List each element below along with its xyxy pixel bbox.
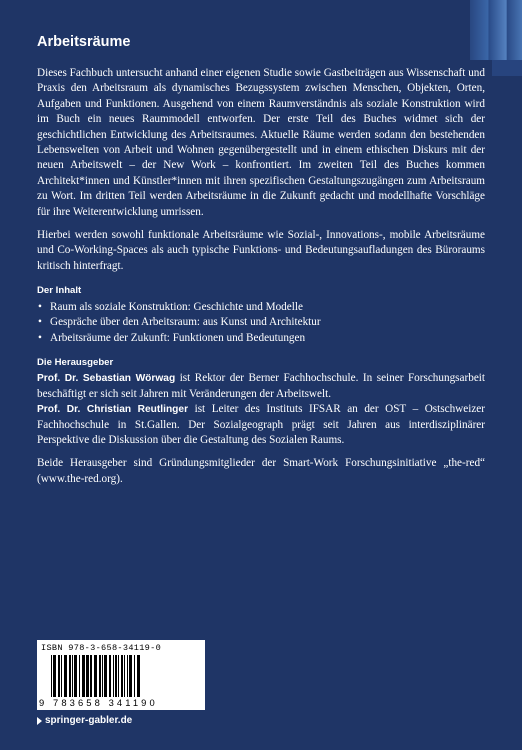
contents-heading: Der Inhalt xyxy=(37,285,82,297)
editors-closing: Beide Herausgeber sind Gründungsmitglieder der Smart-Work Forschungsinitiative „the-red“ (www.the-red.org). xyxy=(37,457,485,485)
isbn-text: ISBN 978-3-658-34119-0 xyxy=(41,643,162,653)
second-paragraph: Hierbei werden sowohl funktionale Arbeitsräume wie Sozial-, Innovations-, mobile Arbeitsräume und Co-Working-Spaces als auch typische Funktions- und Bedeutungsaufladungen des Büroraums kritisch hinterfragt. xyxy=(37,229,485,272)
isbn-barcode xyxy=(37,640,205,710)
barcode-bars xyxy=(51,655,201,697)
contents-item: • Gespräche über den Arbeitsraum: aus Kunst und Architektur xyxy=(37,315,485,330)
arrow-icon xyxy=(37,717,42,725)
decorative-image-strip xyxy=(470,0,522,60)
editor1-name: Prof. Dr. Sebastian Wörwag xyxy=(37,373,176,385)
contents-item: • Raum als soziale Konstruktion: Geschichte und Modelle xyxy=(37,300,485,315)
editor1-bio xyxy=(37,371,485,402)
editor2-bio xyxy=(37,402,485,448)
editors-heading: Die Herausgeber xyxy=(37,356,114,368)
blurb xyxy=(37,66,485,487)
contents-item: • Arbeitsräume der Zukunft: Funktionen und Bedeutungen xyxy=(37,331,485,346)
publisher-url: springer-gabler.de xyxy=(45,715,133,726)
editor2-text: ist Leiter des Instituts IFSAR an der OST – Ostschweizer Fachhochschule in St.Gallen. Der Sozialgeograph prägt seit Jahren aus interdisziplinärer Perspektive die Diskussion über die Gestaltung des Sozialen Raums. xyxy=(37,403,485,446)
editor2-name: Prof. Dr. Christian Reutlinger xyxy=(37,404,189,416)
barcode-digits: 9 783658 341190 xyxy=(39,697,158,708)
contents-list xyxy=(37,300,485,346)
intro-paragraph: Dieses Fachbuch untersucht anhand einer eigenen Studie sowie Gastbeiträgen aus Wissenschaft und Praxis den Arbeitsraum als dynamisches Bezugssystem zwischen Menschen, Objekten, Orten, Aufgaben und Funktionen. Ausgehend von einem Raumverständnis als soziale Konstruktion wird im Buch ein neues Raummodell entworfen. Der erste Teil des Buches widmet sich der geschichtlichen Entwicklung des Arbeitsraumes. Aktuelle Räume werden sodann den bestehenden Lebenswelten von Arbeit und Wohnen gegenübergestellt und in einem ethischen Diskurs mit der neuen Arbeitswelt – der New Work – konfrontiert. Im zweiten Teil des Buches kommen Architekt*innen und Künstler*innen mit ihren spezifischen Gestaltungszugängen zum Arbeitsraum zu Wort. Im dritten Teil werden Arbeitsräume in die Zukunft gedacht und modellhafte Vorschläge für ihre Weiterentwicklung umrissen. xyxy=(37,67,485,218)
cover-title: Arbeitsräume xyxy=(37,34,131,50)
decorative-image-strip-lower xyxy=(492,60,522,76)
publisher-logo xyxy=(37,715,132,726)
editor1-text: ist Rektor der Berner Fachhochschule. In seiner Forschungsarbeit beschäftigt er sich seit Jahren mit Veränderungen der Arbeitswelt. xyxy=(37,372,486,400)
